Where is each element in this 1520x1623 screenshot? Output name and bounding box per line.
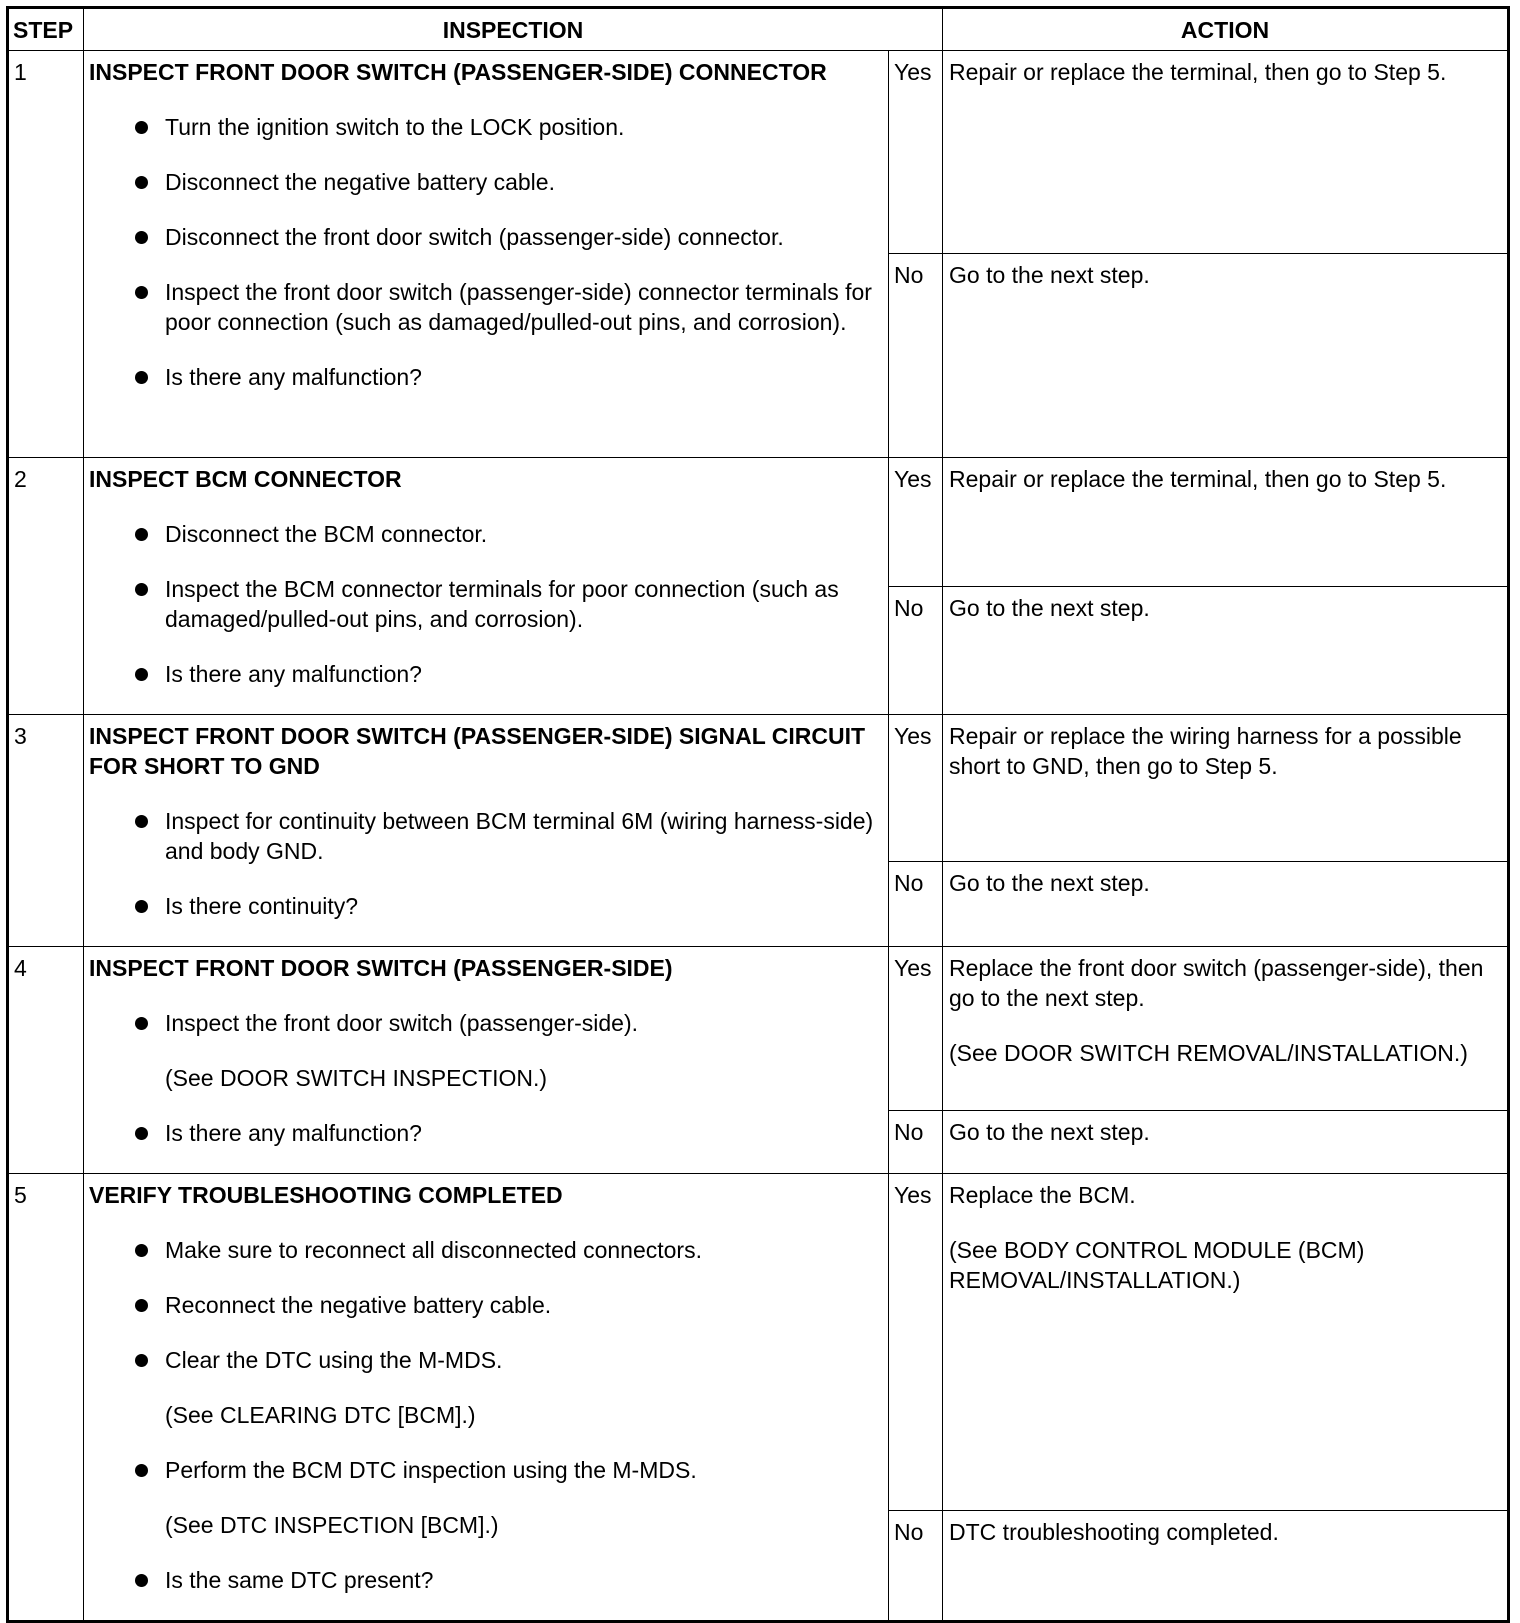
- step-number: 3: [8, 715, 84, 947]
- step-5-yes-row: [8, 1174, 1509, 1511]
- step-number: 2: [8, 458, 84, 715]
- yes-label: Yes: [889, 51, 943, 254]
- yes-action: [943, 947, 1509, 1111]
- step-number: 4: [8, 947, 84, 1174]
- no-action: [943, 1111, 1509, 1174]
- bullet-item: [89, 1235, 880, 1265]
- bullet-icon: [135, 121, 148, 134]
- yes-label: Yes: [889, 1174, 943, 1511]
- step-3-yes-row: [8, 715, 1509, 862]
- bullet-item: [89, 1345, 880, 1375]
- action-text: Repair or replace the terminal, then go to Step 5.: [949, 59, 1447, 85]
- yes-action: [943, 458, 1509, 587]
- yes-action: [943, 1174, 1509, 1511]
- bullet-text: Is there any malfunction?: [165, 364, 422, 390]
- header-row: [8, 8, 1509, 51]
- step-number: 5: [8, 1174, 84, 1622]
- inspection-cell: [84, 51, 889, 458]
- action-text: Repair or replace the terminal, then go to Step 5.: [949, 466, 1447, 492]
- no-action: [943, 586, 1509, 715]
- action-reference: (See DOOR SWITCH REMOVAL/INSTALLATION.): [949, 1040, 1468, 1066]
- step-4-yes-row: [8, 947, 1509, 1111]
- bullet-text: Inspect the BCM connector terminals for poor connection (such as damaged/pulled-out pins, and corrosion).: [165, 576, 839, 632]
- action-text: DTC troubleshooting completed.: [949, 1518, 1279, 1545]
- inspection-cell: [84, 715, 889, 947]
- no-label: No: [889, 254, 943, 458]
- bullet-icon: [135, 583, 148, 596]
- bullet-icon: [135, 1127, 148, 1140]
- action-text: Replace the BCM.: [949, 1182, 1136, 1208]
- bullet-item: [89, 891, 880, 921]
- bullet-item: [89, 1290, 880, 1320]
- bullet-icon: [135, 1299, 148, 1312]
- bullet-icon: [135, 815, 148, 828]
- bullet-icon: [135, 528, 148, 541]
- inspection-title: VERIFY TROUBLESHOOTING COMPLETED: [89, 1182, 563, 1208]
- bullet-icon: [135, 900, 148, 913]
- inspection-title: INSPECT FRONT DOOR SWITCH (PASSENGER-SIDE) CONNECTOR: [89, 59, 827, 85]
- inspection-cell: [84, 458, 889, 715]
- bullet-item: [89, 1565, 880, 1595]
- step-2-yes-row: [8, 458, 1509, 587]
- bullet-icon: [135, 286, 148, 299]
- bullet-icon: [135, 371, 148, 384]
- bullet-item: [89, 167, 880, 197]
- step-number: 1: [8, 51, 84, 458]
- bullet-text: Turn the ignition switch to the LOCK position.: [165, 114, 625, 140]
- bullet-item: [89, 659, 880, 689]
- action-text: Go to the next step.: [949, 262, 1150, 288]
- bullet-text: Is there continuity?: [165, 893, 359, 919]
- bullet-text: Inspect the front door switch (passenger-side) connector terminals for poor connection (such as damaged/pulled-out pins, and corrosion).: [165, 279, 872, 335]
- bullet-item: [89, 277, 880, 337]
- step-1-yes-row: [8, 51, 1509, 254]
- reference-note: (See DOOR SWITCH INSPECTION.): [165, 1065, 548, 1091]
- bullet-text: Inspect the front door switch (passenger-side).: [165, 1010, 639, 1036]
- bullet-text: Clear the DTC using the M-MDS.: [165, 1347, 503, 1373]
- bullet-icon: [135, 1574, 148, 1587]
- bullet-text: Inspect for continuity between BCM terminal 6M (wiring harness-side) and body GND.: [165, 808, 874, 864]
- action-text: Repair or replace the wiring harness for a possible short to GND, then go to Step 5.: [949, 723, 1462, 779]
- bullet-icon: [135, 1017, 148, 1030]
- reference-note: (See DTC INSPECTION [BCM].): [165, 1512, 499, 1538]
- troubleshooting-table: [6, 6, 1510, 1623]
- no-label: No: [889, 1510, 943, 1621]
- bullet-item: [89, 222, 880, 252]
- inspection-title: INSPECT BCM CONNECTOR: [89, 466, 402, 492]
- no-action: [943, 254, 1509, 458]
- inspection-title: INSPECT FRONT DOOR SWITCH (PASSENGER-SIDE) SIGNAL CIRCUIT FOR SHORT TO GND: [89, 723, 866, 779]
- inspection-title: INSPECT FRONT DOOR SWITCH (PASSENGER-SIDE): [89, 955, 673, 981]
- bullet-text: Is the same DTC present?: [165, 1567, 434, 1593]
- reference-note: (See CLEARING DTC [BCM].): [165, 1402, 476, 1428]
- action-text: Go to the next step.: [949, 594, 1150, 621]
- bullet-text: Is there any malfunction?: [165, 661, 422, 687]
- action-text: Go to the next step.: [949, 869, 1150, 896]
- bullet-icon: [135, 1464, 148, 1477]
- bullet-text: Reconnect the negative battery cable.: [165, 1292, 552, 1318]
- bullet-text: Disconnect the negative battery cable.: [165, 169, 555, 195]
- bullet-text: Perform the BCM DTC inspection using the M-MDS.: [165, 1457, 697, 1483]
- bullet-text: Make sure to reconnect all disconnected connectors.: [165, 1237, 702, 1263]
- no-label: No: [889, 861, 943, 946]
- inspection-cell: [84, 1174, 889, 1622]
- no-action: [943, 1510, 1509, 1621]
- bullet-item: [89, 1008, 880, 1038]
- yes-label: Yes: [889, 458, 943, 587]
- action-text: Replace the front door switch (passenger-side), then go to the next step.: [949, 955, 1484, 1011]
- bullet-text: Is there any malfunction?: [165, 1120, 422, 1146]
- header-action: ACTION: [943, 8, 1509, 51]
- no-label: No: [889, 1111, 943, 1174]
- bullet-item: [89, 1455, 880, 1485]
- bullet-icon: [135, 668, 148, 681]
- bullet-item: [89, 519, 880, 549]
- yes-label: Yes: [889, 715, 943, 862]
- header-step: STEP: [8, 8, 84, 51]
- header-inspection: INSPECTION: [84, 8, 943, 51]
- bullet-item: [89, 362, 880, 392]
- bullet-icon: [135, 1354, 148, 1367]
- bullet-text: Disconnect the front door switch (passenger-side) connector.: [165, 224, 784, 250]
- bullet-text: Disconnect the BCM connector.: [165, 521, 488, 547]
- bullet-item: [89, 806, 880, 866]
- bullet-item: [89, 574, 880, 634]
- yes-label: Yes: [889, 947, 943, 1111]
- bullet-icon: [135, 231, 148, 244]
- action-reference: (See BODY CONTROL MODULE (BCM) REMOVAL/INSTALLATION.): [949, 1237, 1365, 1293]
- inspection-cell: [84, 947, 889, 1174]
- yes-action: [943, 51, 1509, 254]
- yes-action: [943, 715, 1509, 862]
- action-text: Go to the next step.: [949, 1119, 1150, 1146]
- no-label: No: [889, 586, 943, 715]
- bullet-item: [89, 1118, 880, 1148]
- bullet-item: [89, 112, 880, 142]
- bullet-icon: [135, 176, 148, 189]
- bullet-icon: [135, 1244, 148, 1257]
- no-action: [943, 861, 1509, 946]
